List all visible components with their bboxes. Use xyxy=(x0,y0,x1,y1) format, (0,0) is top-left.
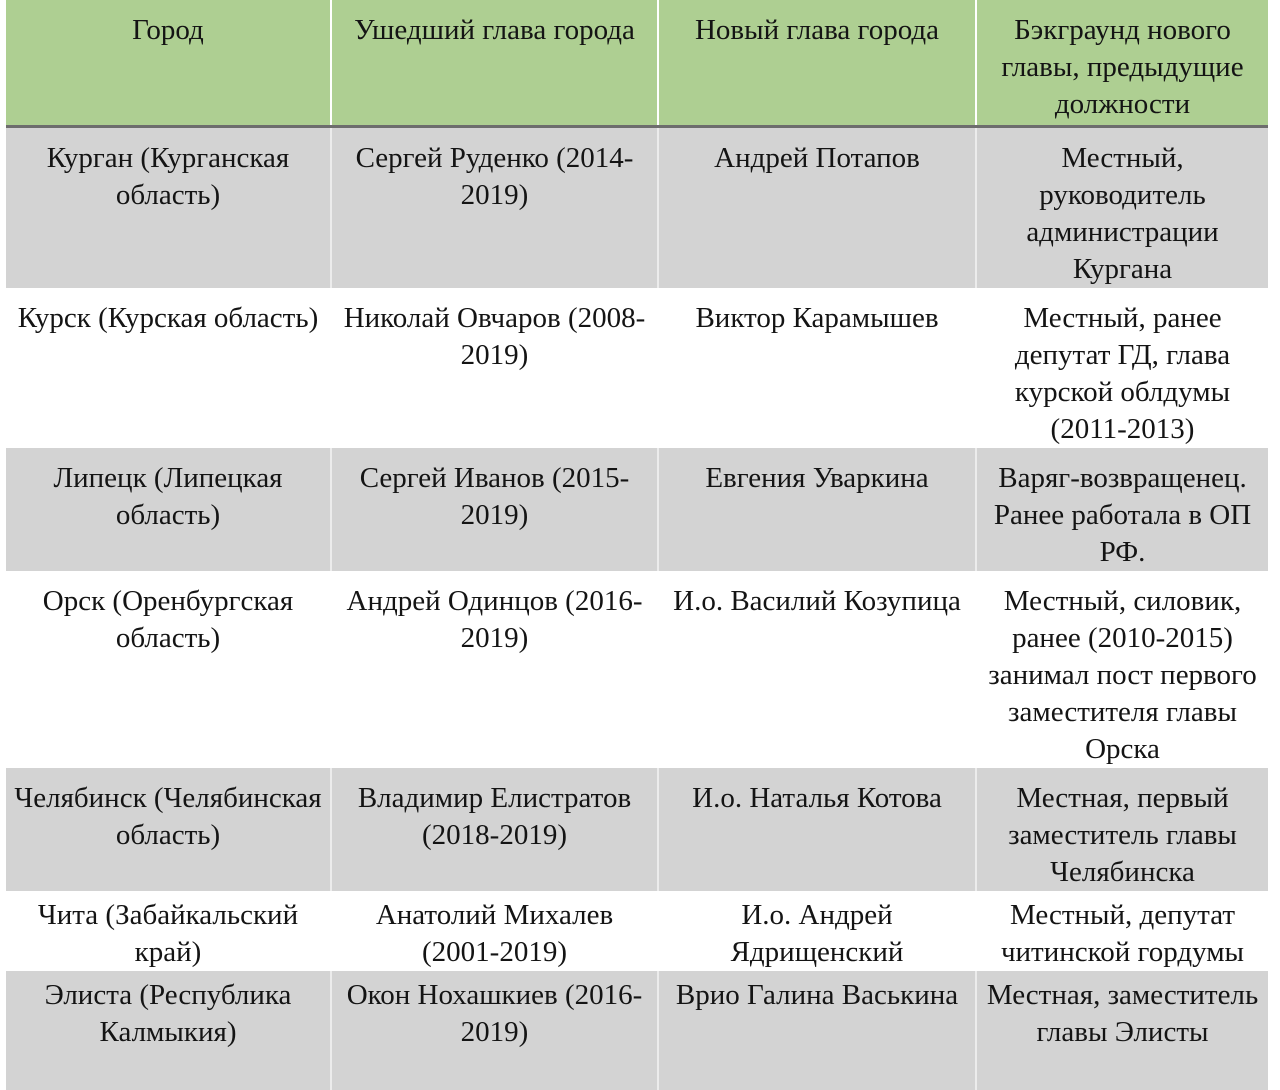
cell-new-head: И.о. Наталья Котова xyxy=(658,768,976,891)
cell-city: Курган (Курганская область) xyxy=(46,141,290,211)
cell-new-head: Виктор Карамышев xyxy=(658,288,976,448)
cell-city: Липецк (Липецкая область) xyxy=(53,461,283,531)
cell-former-head: Сергей Руденко (2014-2019) xyxy=(331,126,658,288)
mayors-table-container xyxy=(6,0,1268,1090)
table-row xyxy=(6,126,1268,288)
cell-former-head: Сергей Иванов (2015-2019) xyxy=(331,448,658,571)
mayors-table xyxy=(6,0,1268,1090)
cell-background: Местный, силовик, ранее (2010-2015) занимал пост первого заместителя главы Орска xyxy=(976,571,1268,768)
header-background: Бэкграунд нового главы, предыдущие должности xyxy=(976,0,1268,126)
table-row xyxy=(6,768,1268,891)
cell-background: Местная, заместитель главы Элисты xyxy=(976,971,1268,1090)
header-row xyxy=(6,0,1268,126)
cell-city: Элиста (Республика Калмыкия) xyxy=(44,978,292,1048)
table-row xyxy=(6,891,1268,971)
cell-new-head: Андрей Потапов xyxy=(658,126,976,288)
header-former-head: Ушедший глава города xyxy=(331,0,658,126)
cell-new-head: Врио Галина Васькина xyxy=(658,971,976,1090)
cell-former-head: Анатолий Михалев (2001-2019) xyxy=(331,891,658,971)
cell-background: Варяг-возвращенец. Ранее работала в ОП РФ. xyxy=(976,448,1268,571)
cell-background: Местный, депутат читинской гордумы xyxy=(976,891,1268,971)
cell-city: Чита (Забайкальский край) xyxy=(37,898,299,968)
cell-former-head: Андрей Одинцов (2016-2019) xyxy=(331,571,658,768)
cell-former-head: Окон Нохашкиев (2016-2019) xyxy=(331,971,658,1090)
cell-former-head: Владимир Елистратов (2018-2019) xyxy=(331,768,658,891)
cell-background: Местная, первый заместитель главы Челябинска xyxy=(976,768,1268,891)
table-row xyxy=(6,571,1268,768)
cell-city: Челябинск (Челябинская область) xyxy=(14,781,322,851)
table-header xyxy=(6,0,1268,126)
cell-background: Местный, ранее депутат ГД, глава курской облдумы (2011-2013) xyxy=(976,288,1268,448)
table-body xyxy=(6,126,1268,1090)
cell-city: Орск (Оренбургская область) xyxy=(42,584,294,654)
cell-former-head: Николай Овчаров (2008-2019) xyxy=(331,288,658,448)
cell-new-head: И.о. Андрей Ядрищенский xyxy=(658,891,976,971)
header-city: Город xyxy=(6,0,331,126)
cell-background: Местный, руководитель администрации Кургана xyxy=(976,126,1268,288)
cell-new-head: И.о. Василий Козупица xyxy=(658,571,976,768)
header-new-head: Новый глава города xyxy=(658,0,976,126)
table-row xyxy=(6,971,1268,1090)
cell-new-head: Евгения Уваркина xyxy=(658,448,976,571)
cell-city: Курск (Курская область) xyxy=(17,301,319,334)
table-row xyxy=(6,288,1268,448)
table-row xyxy=(6,448,1268,571)
